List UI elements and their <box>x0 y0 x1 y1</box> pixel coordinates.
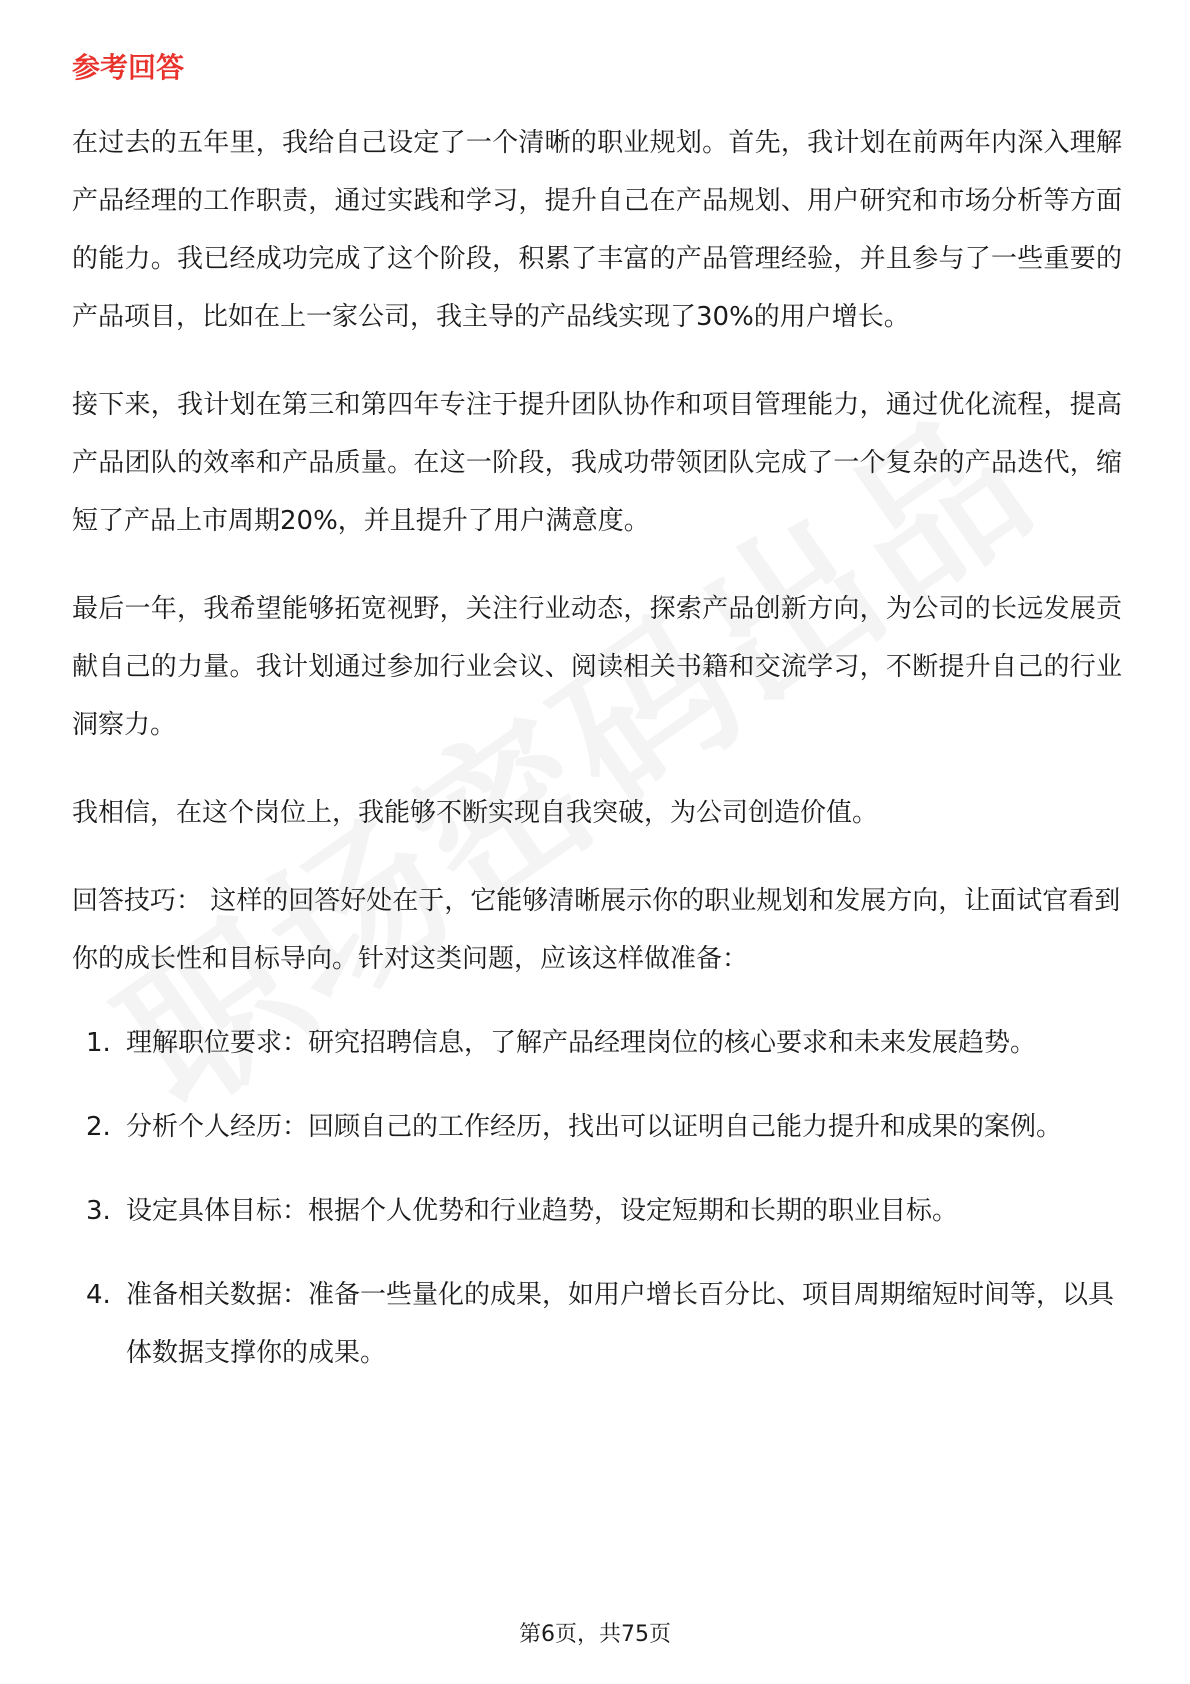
list-text: 准备相关数据：准备一些量化的成果，如用户增长百分比、项目周期缩短时间等，以具体数据支撑你的成果。 <box>126 1280 1115 1368</box>
list-item <box>72 1266 1122 1382</box>
answer-paragraph-1: 在过去的五年里，我给自己设定了一个清晰的职业规划。首先，我计划在前两年内深入理解产品经理的工作职责，通过实践和学习，提升自己在产品规划、用户研究和市场分析等方面的能力。我已经成功完成了这个阶段，积累了丰富的产品管理经验，并且参与了一些重要的产品项目，比如在上一家公司，我主导的产品线实现了30%的用户增长。 <box>72 128 1122 332</box>
list-item <box>72 1182 1122 1240</box>
list-text: 分析个人经历：回顾自己的工作经历，找出可以证明自己能力提升和成果的案例。 <box>126 1112 1063 1142</box>
page-content <box>72 48 1122 1408</box>
tips-paragraph: 回答技巧： 这样的回答好处在于，它能够清晰展示你的职业规划和发展方向，让面试官看到你的成长性和目标导向。针对这类问题，应该这样做准备： <box>72 886 1121 974</box>
list-number: 4. <box>86 1280 111 1310</box>
answer-paragraph-4: 我相信，在这个岗位上，我能够不断实现自我突破，为公司创造价值。 <box>72 798 879 828</box>
list-item <box>72 1014 1122 1072</box>
list-number: 3. <box>86 1196 111 1226</box>
list-item <box>72 1098 1122 1156</box>
section-heading: 参考回答 <box>72 51 185 84</box>
list-number: 1. <box>86 1028 111 1058</box>
list-number: 2. <box>86 1112 111 1142</box>
answer-paragraph-3: 最后一年，我希望能够拓宽视野，关注行业动态，探索产品创新方向，为公司的长远发展贡献自己的力量。我计划通过参加行业会议、阅读相关书籍和交流学习，不断提升自己的行业洞察力。 <box>72 594 1122 740</box>
list-text: 理解职位要求：研究招聘信息，了解产品经理岗位的核心要求和未来发展趋势。 <box>126 1028 1037 1058</box>
list-text: 设定具体目标：根据个人优势和行业趋势，设定短期和长期的职业目标。 <box>126 1196 959 1226</box>
page-number-footer: 第6页，共75页 <box>519 1622 671 1647</box>
answer-paragraph-2: 接下来，我计划在第三和第四年专注于提升团队协作和项目管理能力，通过优化流程，提高产品团队的效率和产品质量。在这一阶段，我成功带领团队完成了一个复杂的产品迭代，缩短了产品上市周期20%，并且提升了用户满意度。 <box>72 390 1122 536</box>
tips-list <box>72 1014 1122 1382</box>
